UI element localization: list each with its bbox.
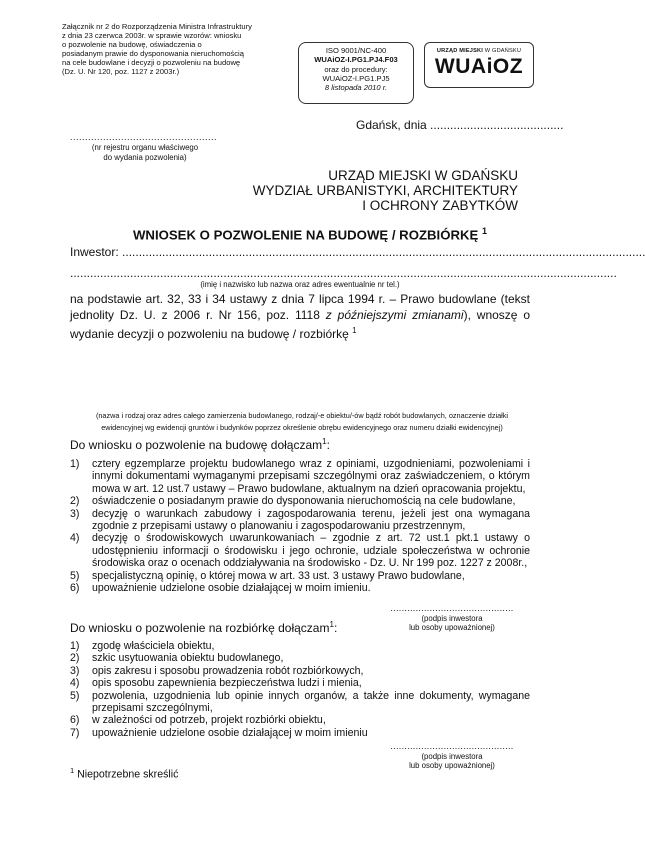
office-line: URZĄD MIEJSKI W GDAŃSKU (328, 168, 518, 183)
attachment-line: o pozwolenie na budowę, oświadczenia o (62, 40, 202, 49)
attachment-note (62, 22, 294, 76)
list-item: 3) opis zakresu i sposobu prowadzenia robót rozbiórkowych, (70, 664, 364, 677)
list-item: 5) pozwolenia, uzgodnienia lub opinie innych organów, a także inne dokumenty, wymagane przepisami szczególnymi, (70, 689, 530, 715)
attachment-line: z dnia 23 czerwca 2003r. w sprawie wzorów: wniosku (62, 31, 242, 40)
list-item: 2) oświadczenie o posiadanym prawie do dysponowania nieruchomością na cele budowlane, (70, 495, 516, 508)
investor-label: Inwestor: (70, 245, 123, 259)
list-item: 4) decyzję o środowiskowych uwarunkowaniach – zgodnie z art. 72 ust.1 pkt.1 ustawy o udostępnieniu informacji o środowisku i jego ochronie, udziale społeczeństwa w ochronie środowiska oraz o ocenach oddziaływania na środowisko - Dz. U. Nr 199 poz. 1227 z 2008r., (70, 532, 530, 570)
list-item: 7) upoważnienie udzielone osobie działającej w moim imieniu (70, 726, 368, 739)
logo-caption: URZĄD MIEJSKI W GDAŃSKU (436, 48, 522, 54)
signature-dots[interactable]: ............................................ (390, 741, 514, 751)
footnote-ref: 1 (352, 326, 357, 336)
signature-dots[interactable]: ............................................ (390, 603, 514, 613)
iso-code: WUAiOZ-I.PG1.PJ4.F03 (314, 55, 398, 65)
list-item: 3) decyzję o warunkach zabudowy i zagospodarowania terenu, jeżeli jest ona wymagana zgodnie z przepisami ustawy o planowaniu i zagospodarowaniu przestrzennym, (70, 507, 530, 533)
project-description-caption: (nazwa i rodzaj oraz adres całego zamierzenia budowlanego, rodzaj/-e obiektu/-ów bądź robót budowlanych, oznaczenie działki ewidencyjnej wg ewidencji gruntów i budynków poprzez określenie obrębu ewidencyjnego oraz numeru działki ewidencyjnej) (95, 411, 509, 432)
list-item: 6) w zależności od potrzeb, projekt rozbiórki obiektu, (70, 714, 326, 727)
building-attachments-list (70, 458, 530, 594)
iso-date: 8 listopada 2010 r. (324, 83, 388, 93)
document-title: WNIOSEK O POZWOLENIE NA BUDOWĘ / ROZBIÓRKĘ $^1$ (132, 226, 487, 243)
footnote: $^1$ Niepotrzebne skreślić (70, 766, 179, 781)
investor-signature-2[interactable]: ............................................ (podpis inwestora lub osoby upoważnionej) (372, 742, 532, 771)
attachment-line: Załącznik nr 2 do Rozporządzenia Ministra Infrastruktury (62, 22, 252, 31)
list-item: 4) opis sposobu zapewnienia bezpieczeństwa ludzi i mienia, (70, 677, 362, 690)
wuaioz-logo (424, 42, 534, 88)
legal-basis-paragraph: na podstawie art. 32, 33 i 34 ustawy z dnia 7 lipca 1994 r. – Prawo budowlane (tekst jednolity Dz. U. z 2006 r. Nr 156, poz. 1118 z późniejszymi zmianami), wnoszę o wydanie decyzji o pozwoleniu na budowę / rozbiórkę $^1$ (70, 292, 531, 342)
office-line: I OCHRONY ZABYTKÓW (362, 198, 518, 213)
investor-field[interactable] (70, 245, 645, 259)
list-item: 6) upoważnienie udzielone osobie działającej w moim imieniu. (70, 582, 371, 595)
iso-line: ISO 9001/NC-400 (325, 46, 387, 55)
list-item: 5) specjalistyczną opinię, o której mowa w art. 33 ust. 3 ustawy Prawo budowlane, (70, 569, 465, 582)
iso-line: WUAiOZ-I.PG1.PJ5 (322, 73, 390, 83)
investor-signature-1[interactable]: ............................................ (podpis inwestora lub osoby upoważnionej) (372, 604, 532, 633)
list-item: 1) zgodę właściciela obiektu, (70, 640, 215, 652)
attachment-line: na cele budowlane i decyzji o pozwoleniu na budowę (62, 58, 241, 67)
list-item: 1) cztery egzemplarze projektu budowlanego wraz z opiniami, uzgodnieniami, pozwoleniami i innymi dokumentami wymaganymi przepisami szczególnymi oraz zaświadczeniem, o którym mowa w art. 12 ust.7 ustawy – Prawo budowlane, aktualnym na dzień opracowania projektu, (70, 458, 530, 495)
list-item: 2) szkic usytuowania obiektu budowlanego, (70, 652, 284, 665)
office-address (236, 168, 518, 213)
demolition-attachments-list (70, 640, 530, 739)
investor-dots[interactable]: ............................................................................................................................................................. (122, 245, 645, 259)
demolition-attachments-heading: Do wniosku o pozwolenie na rozbiórkę dołączam$^1$: (70, 620, 338, 635)
register-number-field[interactable]: ................................................. (70, 132, 218, 142)
office-line: WYDZIAŁ URBANISTYKI, ARCHITEKTURY (252, 183, 518, 198)
iso-line: oraz do procedury: (324, 64, 388, 74)
investor-caption: (imię i nazwisko lub nazwa oraz adres ewentualnie nr tel.) (200, 280, 400, 289)
iso-box (298, 42, 414, 104)
place-date-field[interactable]: Gdańsk, dnia ........................................ (356, 118, 564, 132)
attachment-line: (Dz. U. Nr 120, poz. 1127 z 2003r.) (62, 67, 180, 76)
logo-mark: WUAiOZ (434, 55, 524, 78)
register-caption: (nr rejestru organu właściwego do wydania pozwolenia) (91, 143, 199, 162)
building-attachments-heading: Do wniosku o pozwolenie na budowę dołączam$^1$: (70, 437, 330, 452)
attachment-line: posiadanym prawie do dysponowania nieruchomością (62, 49, 244, 58)
footnote-ref: 1 (481, 226, 487, 236)
investor-field-line2[interactable]: .................................................................................................................................................................... (70, 266, 617, 280)
